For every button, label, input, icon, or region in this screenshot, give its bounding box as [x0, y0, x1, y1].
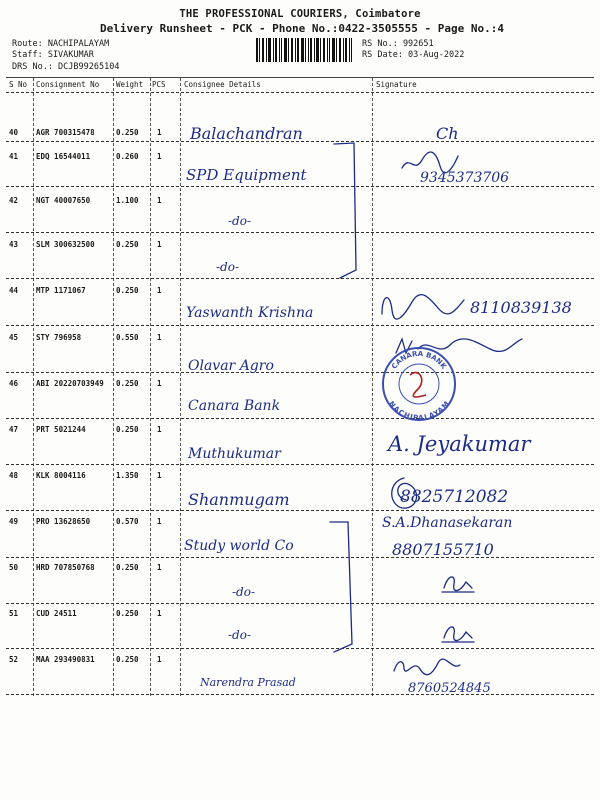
stamp-text-top: CANARA BANK	[390, 349, 448, 371]
row-pcs: 1	[157, 471, 162, 480]
row-pcs: 1	[157, 152, 162, 161]
row-consignee: -do-	[216, 260, 240, 274]
row-sno: 52	[9, 655, 19, 664]
drs-number: DRS No.: DCJB99265104	[12, 62, 120, 72]
row-weight: 0.250	[116, 425, 139, 434]
row-signature: 8760524845	[408, 681, 491, 696]
signature-scribble	[440, 620, 476, 646]
barcode	[256, 38, 352, 62]
row-weight: 0.260	[116, 152, 139, 161]
row-divider	[6, 603, 594, 604]
row-consignment: PRO 13628650	[36, 517, 91, 526]
row-consignee: Muthukumar	[188, 446, 281, 462]
row-consignee: -do-	[232, 585, 256, 599]
row-weight: 0.250	[116, 128, 139, 137]
staff-label: Staff: SIVAKUMAR	[12, 50, 94, 60]
row-weight: 0.550	[116, 333, 139, 342]
row-weight: 1.100	[116, 196, 139, 205]
row-divider	[6, 372, 594, 373]
runsheet-header-title: THE PROFESSIONAL COURIERS, Coimbatore	[179, 8, 421, 20]
col-head-consignment: Consignment No	[36, 80, 100, 89]
row-sno: 42	[9, 196, 19, 205]
canara-bank-stamp	[380, 345, 458, 423]
signature-scribble	[440, 570, 476, 596]
row-pcs: 1	[157, 425, 162, 434]
row-consignee: Balachandran	[190, 124, 303, 143]
table-header-border	[6, 92, 594, 93]
row-consignee: -do-	[228, 628, 252, 642]
extra-signature-phone: 8807155710	[392, 540, 494, 559]
row-pcs: 1	[157, 128, 162, 137]
row-consignee: Yaswanth Krishna	[186, 305, 314, 321]
row-sno: 50	[9, 563, 19, 572]
row-weight: 1.350	[116, 471, 139, 480]
row-divider	[6, 648, 594, 649]
row-pcs: 1	[157, 286, 162, 295]
row-pcs: 1	[157, 240, 162, 249]
row-divider	[6, 557, 594, 558]
row-consignment: ABI 20220703949	[36, 379, 104, 388]
row-divider	[6, 278, 594, 279]
row-consignment: NGT 40007650	[36, 196, 91, 205]
row-consignment: AGR 700315478	[36, 128, 95, 137]
col-head-weight: Weight	[116, 80, 144, 89]
row-divider	[6, 186, 594, 187]
row-consignee: SPD Equipment	[186, 166, 307, 184]
row-consignment: MTP 1171067	[36, 286, 86, 295]
signature-scribble	[384, 474, 424, 514]
signature-scribble	[400, 150, 460, 176]
row-consignment: PRT 5021244	[36, 425, 86, 434]
row-consignment: CUD 24511	[36, 609, 77, 618]
row-consignment: EDQ 16544011	[36, 152, 91, 161]
row-sno: 47	[9, 425, 19, 434]
row-sno: 44	[9, 286, 19, 295]
row-consignee: Narendra Prasad	[200, 676, 296, 689]
row-consignee: -do-	[228, 214, 252, 228]
row-consignee: Olavar Agro	[188, 358, 274, 374]
row-weight: 0.250	[116, 655, 139, 664]
row-weight: 0.250	[116, 240, 139, 249]
bracket-mark-rows-41-43	[330, 140, 370, 280]
bracket-mark-rows-49-51	[326, 518, 366, 658]
col-head-pcs: PCS	[152, 80, 166, 89]
row-signature: Ch	[436, 124, 459, 143]
row-divider	[6, 232, 594, 233]
row-signature: S.A.Dhanasekaran	[382, 515, 513, 531]
row-pcs: 1	[157, 333, 162, 342]
row-signature: 8825712082	[400, 487, 509, 507]
row-weight: 0.250	[116, 563, 139, 572]
row-divider	[6, 510, 594, 511]
row-pcs: 1	[157, 196, 162, 205]
row-consignee: Study world Co	[184, 538, 294, 554]
row-divider	[6, 141, 594, 142]
row-pcs: 1	[157, 655, 162, 664]
row-pcs: 1	[157, 379, 162, 388]
row-weight: 0.250	[116, 379, 139, 388]
table-top-border	[6, 77, 594, 78]
row-consignment: SLM 300632500	[36, 240, 95, 249]
stamp-text-bottom: NACHIPALAYAM	[387, 399, 451, 423]
row-signature: 8110839138	[470, 298, 572, 317]
row-consignment: MAA 293490831	[36, 655, 95, 664]
row-divider	[6, 418, 594, 419]
row-consignment: HRD 707850768	[36, 563, 95, 572]
row-weight: 0.250	[116, 286, 139, 295]
row-signature: 9345373706	[420, 170, 510, 186]
signature-scribble	[392, 655, 462, 679]
row-sno: 41	[9, 152, 19, 161]
row-sno: 51	[9, 609, 19, 618]
row-consignment: STY 796958	[36, 333, 82, 342]
rs-number: RS No.: 992651	[362, 39, 434, 49]
col-head-sno: S No	[9, 80, 28, 89]
row-divider	[6, 694, 594, 695]
row-weight: 0.570	[116, 517, 139, 526]
rs-date: RS Date: 03-Aug-2022	[362, 50, 465, 60]
row-pcs: 1	[157, 609, 162, 618]
row-divider	[6, 464, 594, 465]
row-signature: A. Jeyakumar	[388, 432, 531, 456]
row-pcs: 1	[157, 517, 162, 526]
row-sno: 43	[9, 240, 19, 249]
row-sno: 46	[9, 379, 19, 388]
row-sno: 48	[9, 471, 19, 480]
route-label: Route: NACHIPALAYAM	[12, 39, 110, 49]
col-head-signature: Signature	[376, 80, 417, 89]
row-consignment: KLK 8004116	[36, 471, 86, 480]
row-weight: 0.250	[116, 609, 139, 618]
signature-scribble	[378, 290, 468, 320]
row-sno: 40	[9, 128, 19, 137]
row-consignee: Shanmugam	[188, 490, 290, 509]
row-pcs: 1	[157, 563, 162, 572]
row-divider	[6, 325, 594, 326]
row-sno: 45	[9, 333, 19, 342]
row-consignee: Canara Bank	[188, 398, 281, 414]
col-head-consignee: Consignee Details	[184, 80, 261, 89]
runsheet-header-subtitle: Delivery Runsheet - PCK - Phone No.:0422-3505555 - Page No.:4	[100, 22, 504, 35]
svg-text:NACHIPALAYAM	[387, 400, 451, 422]
row-sno: 49	[9, 517, 19, 526]
